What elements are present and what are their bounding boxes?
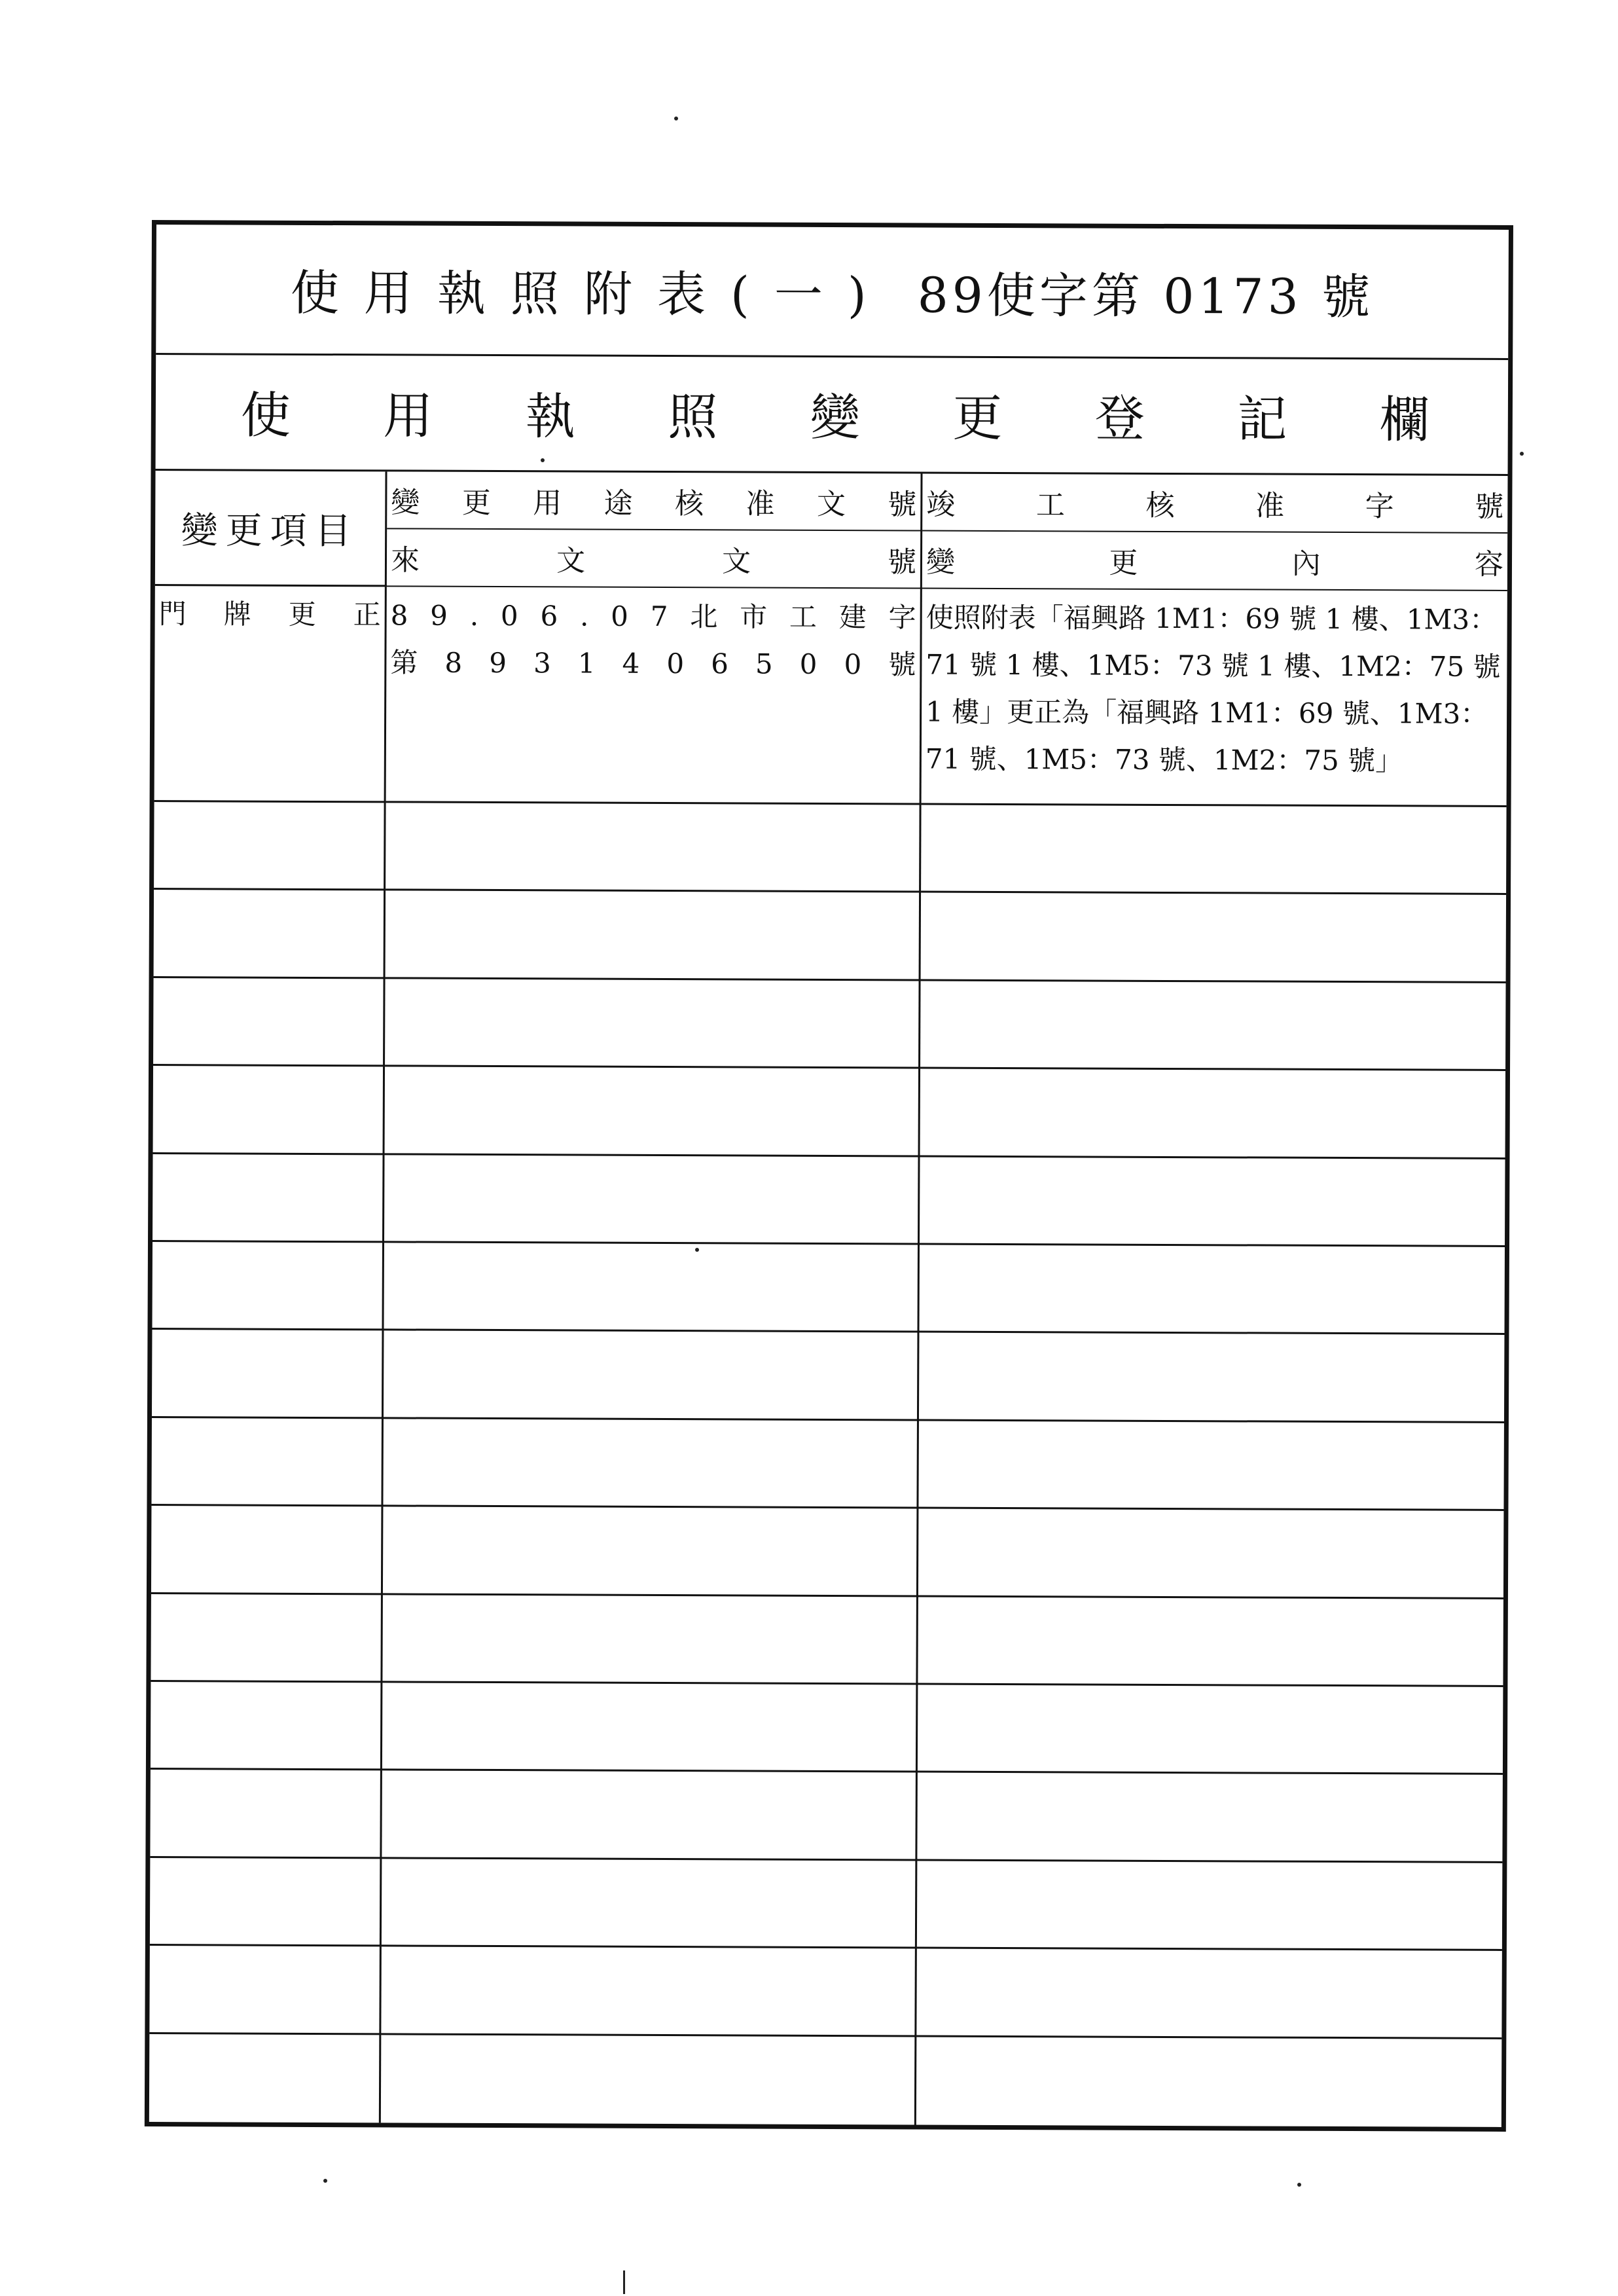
doc-line-1-char: 9 — [430, 599, 448, 632]
empty-table-cell — [382, 1859, 918, 1949]
change-record-table — [149, 471, 1508, 2127]
empty-table-cell — [385, 1067, 921, 1157]
empty-table-cell — [384, 1243, 920, 1333]
doc-line-2-char: 3 — [533, 647, 551, 680]
header-completion-bottom-char: 更 — [1109, 546, 1138, 580]
header-completion-approval-no — [922, 474, 1507, 534]
empty-table-cell — [386, 803, 922, 893]
doc-line-1-char: . — [469, 599, 479, 632]
scan-speck — [674, 117, 678, 120]
header-change-content — [922, 532, 1507, 591]
row-item-char: 正 — [353, 598, 381, 631]
empty-table-cell — [151, 1682, 383, 1771]
empty-table-cell — [920, 1157, 1505, 1247]
header-doc-top-char: 核 — [674, 487, 704, 521]
doc-line-2-char: 0 — [844, 648, 862, 681]
header-completion-top-char: 竣 — [926, 488, 956, 522]
header-doc-top-char: 更 — [461, 486, 491, 520]
empty-table-cell — [384, 1331, 920, 1421]
header-incoming-doc-no — [387, 529, 922, 589]
empty-table-cell — [386, 891, 922, 981]
usage-license-appendix-form — [145, 220, 1513, 2132]
empty-table-cell — [383, 1507, 919, 1597]
empty-table-cell — [383, 1419, 919, 1509]
empty-table-cell — [153, 978, 386, 1067]
empty-table-cell — [382, 1771, 918, 1861]
doc-number-line-1 — [391, 592, 916, 641]
empty-table-cell — [384, 1155, 920, 1245]
doc-line-2-char: 4 — [622, 647, 640, 680]
doc-line-1-char: 0 — [500, 600, 518, 632]
header-completion-top-char: 號 — [1475, 490, 1504, 524]
empty-table-cell — [150, 1858, 382, 1947]
section-title-char: 用 — [383, 386, 433, 445]
empty-table-cell — [150, 1770, 382, 1859]
scan-mark — [623, 2270, 625, 2294]
empty-table-cell — [153, 1154, 385, 1243]
doc-line-1-char: 8 — [390, 599, 408, 632]
scan-speck — [1520, 452, 1524, 456]
empty-table-cell — [916, 1949, 1502, 2039]
doc-line-1-char: 工 — [789, 600, 818, 633]
empty-table-cell — [917, 1861, 1503, 1951]
scan-speck — [541, 458, 545, 462]
doc-line-1-char: 0 — [611, 600, 629, 632]
header-completion-top-char: 工 — [1035, 488, 1066, 522]
header-completion-top-char: 核 — [1145, 488, 1175, 523]
row-item-char: 更 — [288, 598, 316, 630]
doc-line-1-char: . — [579, 600, 589, 632]
header-completion-bottom-char: 變 — [926, 545, 956, 579]
empty-table-cell — [151, 1506, 384, 1595]
header-doc-top-char: 途 — [603, 486, 633, 520]
empty-table-cell — [152, 1242, 384, 1331]
section-title-char: 登 — [1094, 389, 1145, 448]
empty-table-cell — [920, 1069, 1506, 1159]
header-doc-top-char: 准 — [746, 487, 775, 521]
empty-table-cell — [151, 1418, 384, 1507]
section-title-char: 照 — [668, 388, 718, 446]
empty-table-cell — [149, 1946, 382, 2035]
empty-table-cell — [385, 979, 921, 1069]
scan-speck — [1297, 2183, 1301, 2187]
doc-line-2-char: 6 — [711, 647, 728, 680]
scan-speck — [323, 2179, 327, 2183]
doc-line-2-char: 號 — [888, 648, 916, 681]
empty-table-cell — [918, 1685, 1503, 1775]
empty-table-cell — [918, 1421, 1504, 1511]
section-title-char: 變 — [810, 388, 861, 447]
section-title — [156, 353, 1509, 476]
row-item-char: 牌 — [223, 598, 251, 630]
empty-table-cell — [921, 805, 1507, 896]
header-usage-change-doc-no — [387, 471, 922, 531]
empty-table-cell — [919, 1333, 1505, 1423]
empty-table-cell — [152, 1330, 384, 1419]
doc-line-1-char: 6 — [540, 600, 558, 632]
header-completion-top-char: 准 — [1255, 489, 1285, 523]
doc-line-1-char: 建 — [838, 601, 867, 634]
empty-table-cell — [920, 981, 1506, 1071]
doc-line-1-char: 字 — [888, 601, 916, 634]
empty-table-cell — [918, 1597, 1503, 1687]
doc-line-2-char: 8 — [444, 646, 463, 679]
header-completion-top-char: 字 — [1365, 490, 1394, 524]
empty-table-cell — [154, 802, 386, 891]
doc-line-2-char: 0 — [799, 647, 818, 680]
form-title-main: 使用執照附表(一) — [290, 264, 891, 324]
empty-table-cell — [917, 1773, 1503, 1863]
table-row-item — [154, 586, 387, 803]
header-doc-bottom-char: 文 — [721, 545, 751, 579]
form-title — [156, 225, 1509, 360]
header-doc-top-char: 用 — [533, 486, 562, 520]
section-title-char: 執 — [525, 387, 576, 446]
section-title-char: 欄 — [1379, 390, 1430, 449]
empty-table-cell — [919, 1245, 1505, 1335]
doc-line-2-char: 第 — [390, 646, 418, 679]
empty-table-cell — [381, 2035, 917, 2125]
header-doc-top-char: 號 — [888, 488, 917, 522]
doc-line-2-char: 9 — [489, 646, 507, 680]
empty-table-cell — [149, 2034, 382, 2123]
doc-number-line-2 — [390, 639, 916, 688]
empty-table-cell — [381, 1947, 917, 2037]
empty-table-cell — [921, 893, 1507, 983]
header-doc-bottom-char: 號 — [887, 545, 917, 579]
header-doc-bottom-char: 文 — [556, 544, 586, 578]
header-doc-bottom-char: 來 — [390, 543, 420, 577]
empty-table-cell — [916, 2037, 1502, 2127]
empty-table-cell — [918, 1509, 1504, 1599]
doc-line-1-char: 7 — [650, 600, 668, 633]
header-change-item: 變更項目 — [155, 471, 387, 587]
section-title-char: 使 — [240, 386, 291, 445]
doc-line-2-char: 0 — [666, 647, 685, 680]
empty-table-cell — [151, 1594, 383, 1683]
doc-line-2-char: 5 — [755, 647, 773, 680]
row-doc-number — [386, 587, 922, 805]
empty-table-cell — [382, 1683, 918, 1773]
license-number: 89使字第 0173 號 — [917, 267, 1375, 326]
doc-line-2-char: 1 — [577, 647, 596, 680]
empty-table-cell — [153, 1066, 386, 1155]
header-completion-bottom-char: 內 — [1291, 547, 1321, 581]
header-doc-top-char: 變 — [391, 486, 420, 520]
row-item-text — [154, 586, 385, 803]
row-change-content: 使照附表「福興路 1M1：69 號 1 樓、1M3：71 號 1 樓、1M5：73 號 1 樓、1M2：75 號 1 樓」更正為「福興路 1M1：69 號、1M3：71 號、1M5：73 號、1M2：75 號」 — [922, 589, 1507, 807]
header-completion-bottom-char: 容 — [1474, 547, 1504, 581]
row-item-char: 門 — [158, 598, 187, 630]
section-title-char: 記 — [1237, 390, 1287, 448]
doc-line-1-char: 北 — [690, 600, 718, 633]
doc-line-1-char: 市 — [740, 600, 768, 633]
header-doc-top-char: 文 — [816, 487, 846, 522]
empty-table-cell — [382, 1595, 918, 1685]
scan-speck — [695, 1248, 699, 1252]
empty-table-cell — [154, 890, 386, 979]
section-title-char: 更 — [952, 388, 1003, 447]
